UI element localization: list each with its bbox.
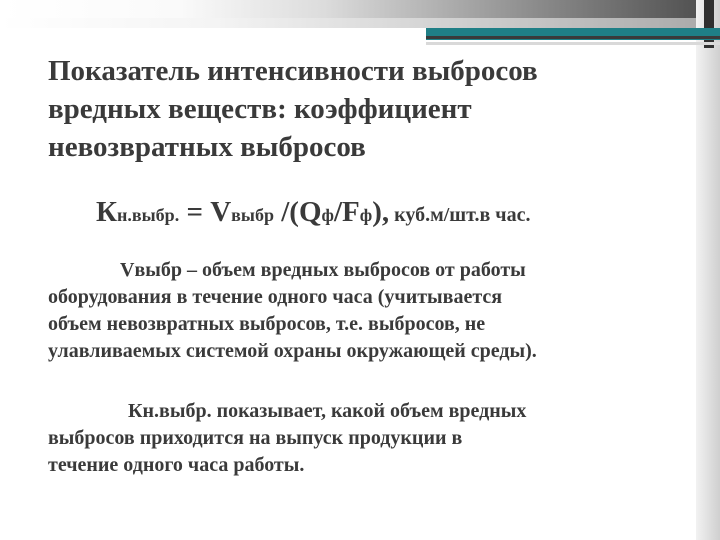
explanation-paragraph	[48, 398, 698, 479]
header-band-gray	[0, 18, 720, 28]
title-line-2: вредных веществ: коэффициент	[48, 93, 472, 125]
formula-v-sub: выбр	[231, 205, 274, 225]
header-band-dark	[0, 0, 720, 18]
formula-open: /(	[273, 196, 299, 228]
formula-equals: =	[179, 196, 211, 228]
definition-line-3: объем невозвратных выбросов, т.е. выбросов, не	[48, 313, 486, 335]
formula-k-sub: н.выбр.	[117, 205, 180, 225]
title-line-3: невозвратных выбросов	[48, 131, 366, 163]
formula-unit: куб.м/шт.в час.	[389, 204, 531, 226]
accent-line-dark	[426, 36, 720, 39]
explanation-line-1: Кн.выбр. показывает, какой объем вредных	[128, 400, 527, 422]
formula-v: V	[210, 196, 232, 228]
right-edge-band	[696, 0, 720, 540]
formula-q-sub: ф	[321, 205, 334, 225]
formula-q: Q	[298, 196, 322, 228]
definition-line-4: улавливаемых системой охраны окружающей среды).	[48, 340, 537, 362]
formula-f: F	[342, 196, 360, 228]
explanation-line-2: выбросов приходится на выпуск продукции в	[48, 427, 463, 449]
accent-line-gray	[426, 42, 720, 45]
right-edge-dark-mark	[704, 0, 714, 48]
formula-close: ),	[372, 196, 390, 228]
formula-k: К	[96, 196, 118, 228]
formula	[96, 196, 696, 229]
formula-slash: /	[333, 196, 343, 228]
slide-title	[48, 52, 608, 166]
formula-f-sub: ф	[359, 205, 373, 225]
definition-line-1: Vвыбр – объем вредных выбросов от работы	[120, 259, 526, 281]
title-line-1: Показатель интенсивности выбросов	[48, 55, 538, 87]
explanation-line-3: течение одного часа работы.	[48, 454, 305, 476]
definition-paragraph	[48, 257, 698, 365]
definition-line-2: оборудования в течение одного часа (учитывается	[48, 286, 503, 308]
